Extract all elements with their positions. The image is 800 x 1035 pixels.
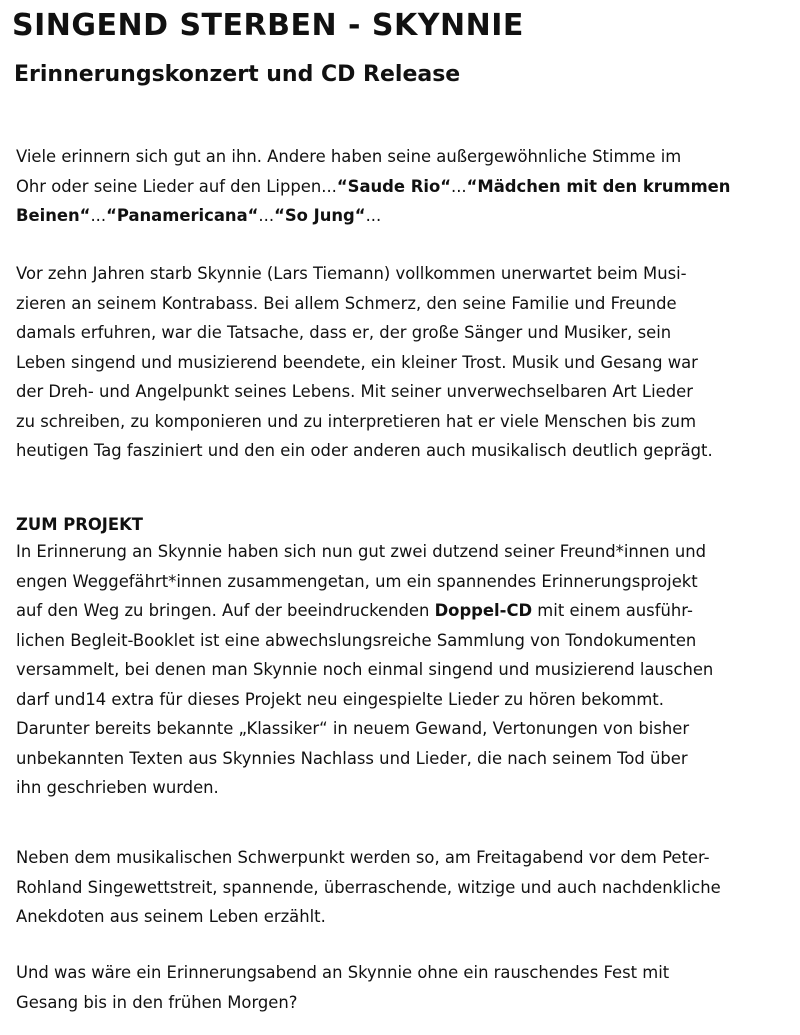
- ellipsis: ...: [258, 206, 275, 225]
- history-line: zu schreiben, zu komponieren und zu interpretieren hat er viele Menschen bis zum: [16, 411, 697, 431]
- evening-paragraph: [16, 843, 736, 932]
- song-title-saude-rio: “Saude Rio“: [336, 176, 452, 196]
- song-title-maedchen-part-2: Beinen“: [16, 206, 91, 225]
- project-line: In Erinnerung an Skynnie haben sich nun gut zwei dutzend seiner Freund*innen und: [16, 542, 707, 561]
- doppel-cd-highlight: Doppel-CD: [434, 601, 533, 620]
- project-line: Darunter bereits bekannte „Klassiker“ in neuem Gewand, Vertonungen von bisher: [16, 719, 690, 738]
- intro-line-3: [16, 201, 736, 231]
- ellipsis: ...: [90, 206, 107, 225]
- project-paragraph: [16, 537, 736, 803]
- ellipsis: ...: [365, 206, 382, 225]
- history-line: Vor zehn Jahren starb Skynnie (Lars Tiemann) vollkommen unerwartet beim Musi-: [16, 264, 687, 283]
- project-line: unbekannten Texten aus Skynnies Nachlass und Lieder, die nach seinem Tod über: [16, 748, 688, 768]
- project-line-text: mit einem ausführ-: [532, 601, 693, 620]
- intro-line-2: [16, 172, 736, 202]
- evening-line: Neben dem musikalischen Schwerpunkt werden so, am Freitagabend vor dem Peter-: [16, 848, 710, 867]
- project-line: [16, 596, 736, 626]
- closing-paragraph: [16, 958, 736, 1017]
- song-title-maedchen-part-1: “Mädchen mit den krummen: [466, 176, 731, 196]
- ellipsis: ...: [451, 176, 467, 196]
- page-subtitle: Erinnerungskonzert und CD Release: [14, 62, 461, 87]
- section-heading-project: ZUM PROJEKT: [16, 515, 143, 534]
- project-line: lichen Begleit-Booklet ist eine abwechslungsreiche Sammlung von Tondokumenten: [16, 630, 697, 650]
- song-title-panamericana: “Panamericana“: [106, 206, 259, 225]
- history-line: zieren an seinem Kontrabass. Bei allem Schmerz, den seine Familie und Freunde: [16, 293, 677, 313]
- evening-line: Anekdoten aus seinem Leben erzählt.: [16, 907, 326, 926]
- closing-line: Gesang bis in den frühen Morgen?: [16, 992, 298, 1012]
- project-line-text: auf den Weg zu bringen. Auf der beeindruckenden: [16, 601, 435, 620]
- history-line: Leben singend und musizierend beendete, ein kleiner Trost. Musik und Gesang war: [16, 352, 698, 372]
- page-title: SINGEND STERBEN - SKYNNIE: [12, 8, 524, 43]
- intro-line-2-text: Ohr oder seine Lieder auf den Lippen...: [16, 176, 337, 196]
- history-line: heutigen Tag fasziniert und den ein oder anderen auch musikalisch deutlich geprägt.: [16, 441, 713, 460]
- project-line: engen Weggefährt*innen zusammengetan, um ein spannendes Erinnerungsprojekt: [16, 571, 698, 591]
- project-line: darf und14 extra für dieses Projekt neu eingespielte Lieder zu hören bekommt.: [16, 689, 664, 709]
- song-title-so-jung: “So Jung“: [274, 206, 366, 225]
- history-paragraph: [16, 259, 736, 466]
- closing-line: Und was wäre ein Erinnerungsabend an Skynnie ohne ein rauschendes Fest mit: [16, 963, 670, 982]
- intro-paragraph: [16, 142, 736, 231]
- history-line: damals erfuhren, war die Tatsache, dass er, der große Sänger und Musiker, sein: [16, 323, 672, 342]
- evening-line: Rohland Singewettstreit, spannende, überraschende, witzige und auch nachdenkliche: [16, 877, 721, 897]
- project-line: ihn geschrieben wurden.: [16, 778, 219, 797]
- history-line: der Dreh- und Angelpunkt seines Lebens. Mit seiner unverwechselbaren Art Lieder: [16, 382, 693, 401]
- intro-line-1: Viele erinnern sich gut an ihn. Andere haben seine außergewöhnliche Stimme im: [16, 147, 682, 166]
- project-line: versammelt, bei denen man Skynnie noch einmal singend und musizierend lauschen: [16, 660, 714, 679]
